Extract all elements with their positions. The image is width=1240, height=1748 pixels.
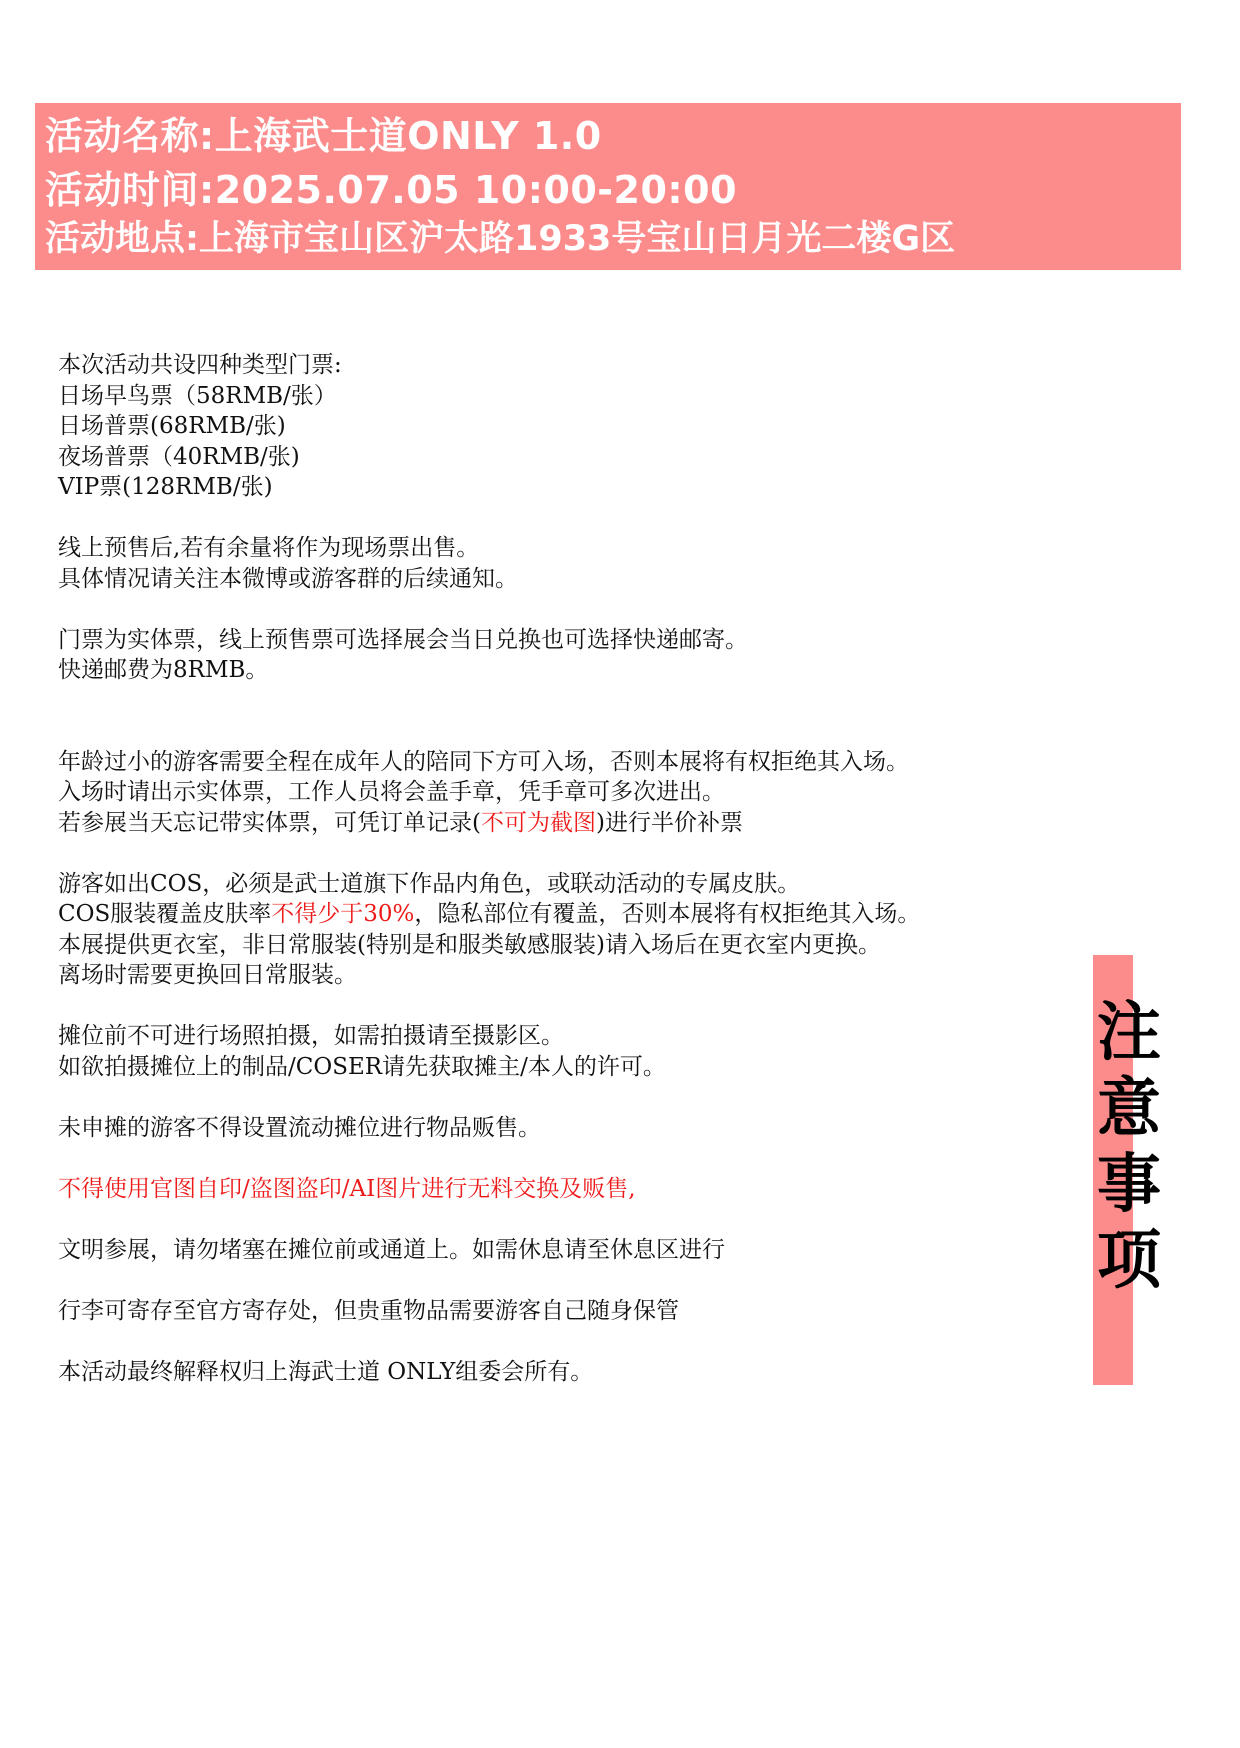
physical-ticket-line: 快递邮费为8RMB。 <box>58 657 269 683</box>
event-location: 活动地点:上海市宝山区沪太路1933号宝山日月光二楼G区 <box>45 219 956 259</box>
entry-rules <box>58 747 1038 839</box>
cos-rule-highlight: 不得少于30% <box>271 901 415 927</box>
entry-rule-line: 年龄过小的游客需要全程在成年人的陪同下方可入场，否则本展将有权拒绝其入场。 <box>58 748 909 775</box>
cos-rule-text: ，隐私部位有覆盖，否则本展将有权拒绝其入场。 <box>414 901 921 927</box>
luggage-rule-line: 行李可寄存至官方寄存处，但贵重物品需要游客自己随身保管 <box>58 1297 679 1324</box>
piracy-rule <box>58 1174 1038 1205</box>
civil-rule-line: 文明参展，请勿堵塞在摊位前或通道上。如需休息请至休息区进行 <box>58 1236 725 1263</box>
ticket-item: 夜场普票（40RMB/张) <box>58 443 300 470</box>
cos-rule-line: 游客如出COS，必须是武士道旗下作品内角色，或联动活动的专属皮肤。 <box>58 870 801 897</box>
ticket-types <box>58 350 1038 503</box>
event-info-banner <box>35 103 1181 270</box>
presale-notice <box>58 533 1038 594</box>
cos-rule-text: COS服装覆盖皮肤率 <box>58 901 272 927</box>
entry-rule-line <box>58 808 1038 839</box>
photo-rules <box>58 1021 1038 1082</box>
event-name: 活动名称:上海武士道ONLY 1.0 <box>45 114 602 158</box>
entry-rule-text: 若参展当天忘记带实体票，可凭订单记录( <box>58 809 481 836</box>
event-time: 活动时间:2025.07.05 10:00-20:00 <box>45 168 738 212</box>
stall-rule-line: 未申摊的游客不得设置流动摊位进行物品贩售。 <box>58 1114 541 1141</box>
entry-rule-line: 入场时请出示实体票，工作人员将会盖手章，凭手章可多次进出。 <box>58 779 725 805</box>
side-title-char: 项 <box>1097 1224 1161 1298</box>
ticket-item: 日场早鸟票（58RMB/张） <box>58 382 337 409</box>
side-title-char: 注 <box>1097 996 1161 1070</box>
presale-line: 具体情况请关注本微博或游客群的后续通知。 <box>58 565 518 592</box>
stall-rule <box>58 1113 1038 1144</box>
entry-rule-text: )进行半价补票 <box>595 809 743 836</box>
ticket-intro: 本次活动共设四种类型门票: <box>58 352 342 378</box>
physical-ticket-line: 门票为实体票，线上预售票可选择展会当日兑换也可选择快递邮寄。 <box>58 626 748 653</box>
photo-rule-line: 如欲拍摄摊位上的制品/COSER请先获取摊主/本人的许可。 <box>58 1053 666 1080</box>
final-statement-line: 本活动最终解释权归上海武士道 ONLY组委会所有。 <box>58 1358 594 1385</box>
physical-ticket-notice <box>58 625 1038 686</box>
luggage-rule <box>58 1296 1038 1327</box>
ticket-item: 日场普票(68RMB/张) <box>58 413 286 439</box>
piracy-rule-line: 不得使用官图自印/盗图盗印/AI图片进行无料交换及贩售, <box>58 1175 636 1202</box>
cos-rule-line <box>58 899 1038 930</box>
civil-rule <box>58 1235 1038 1266</box>
cos-rules <box>58 869 1038 991</box>
side-title-char: 事 <box>1097 1148 1161 1222</box>
cos-rule-line: 本展提供更衣室，非日常服装(特别是和服类敏感服装)请入场后在更衣室内更换。 <box>58 931 881 958</box>
final-statement <box>58 1357 1038 1388</box>
ticket-item: VIP票(128RMB/张) <box>58 474 273 500</box>
notice-side-title <box>1088 995 1170 1299</box>
presale-line: 线上预售后,若有余量将作为现场票出售。 <box>58 535 480 561</box>
entry-rule-highlight: 不可为截图 <box>480 809 596 836</box>
photo-rule-line: 摊位前不可进行场照拍摄，如需拍摄请至摄影区。 <box>58 1023 564 1049</box>
notice-body <box>58 350 1038 1418</box>
cos-rule-line: 离场时需要更换回日常服装。 <box>58 962 357 988</box>
side-title-char: 意 <box>1097 1072 1161 1146</box>
